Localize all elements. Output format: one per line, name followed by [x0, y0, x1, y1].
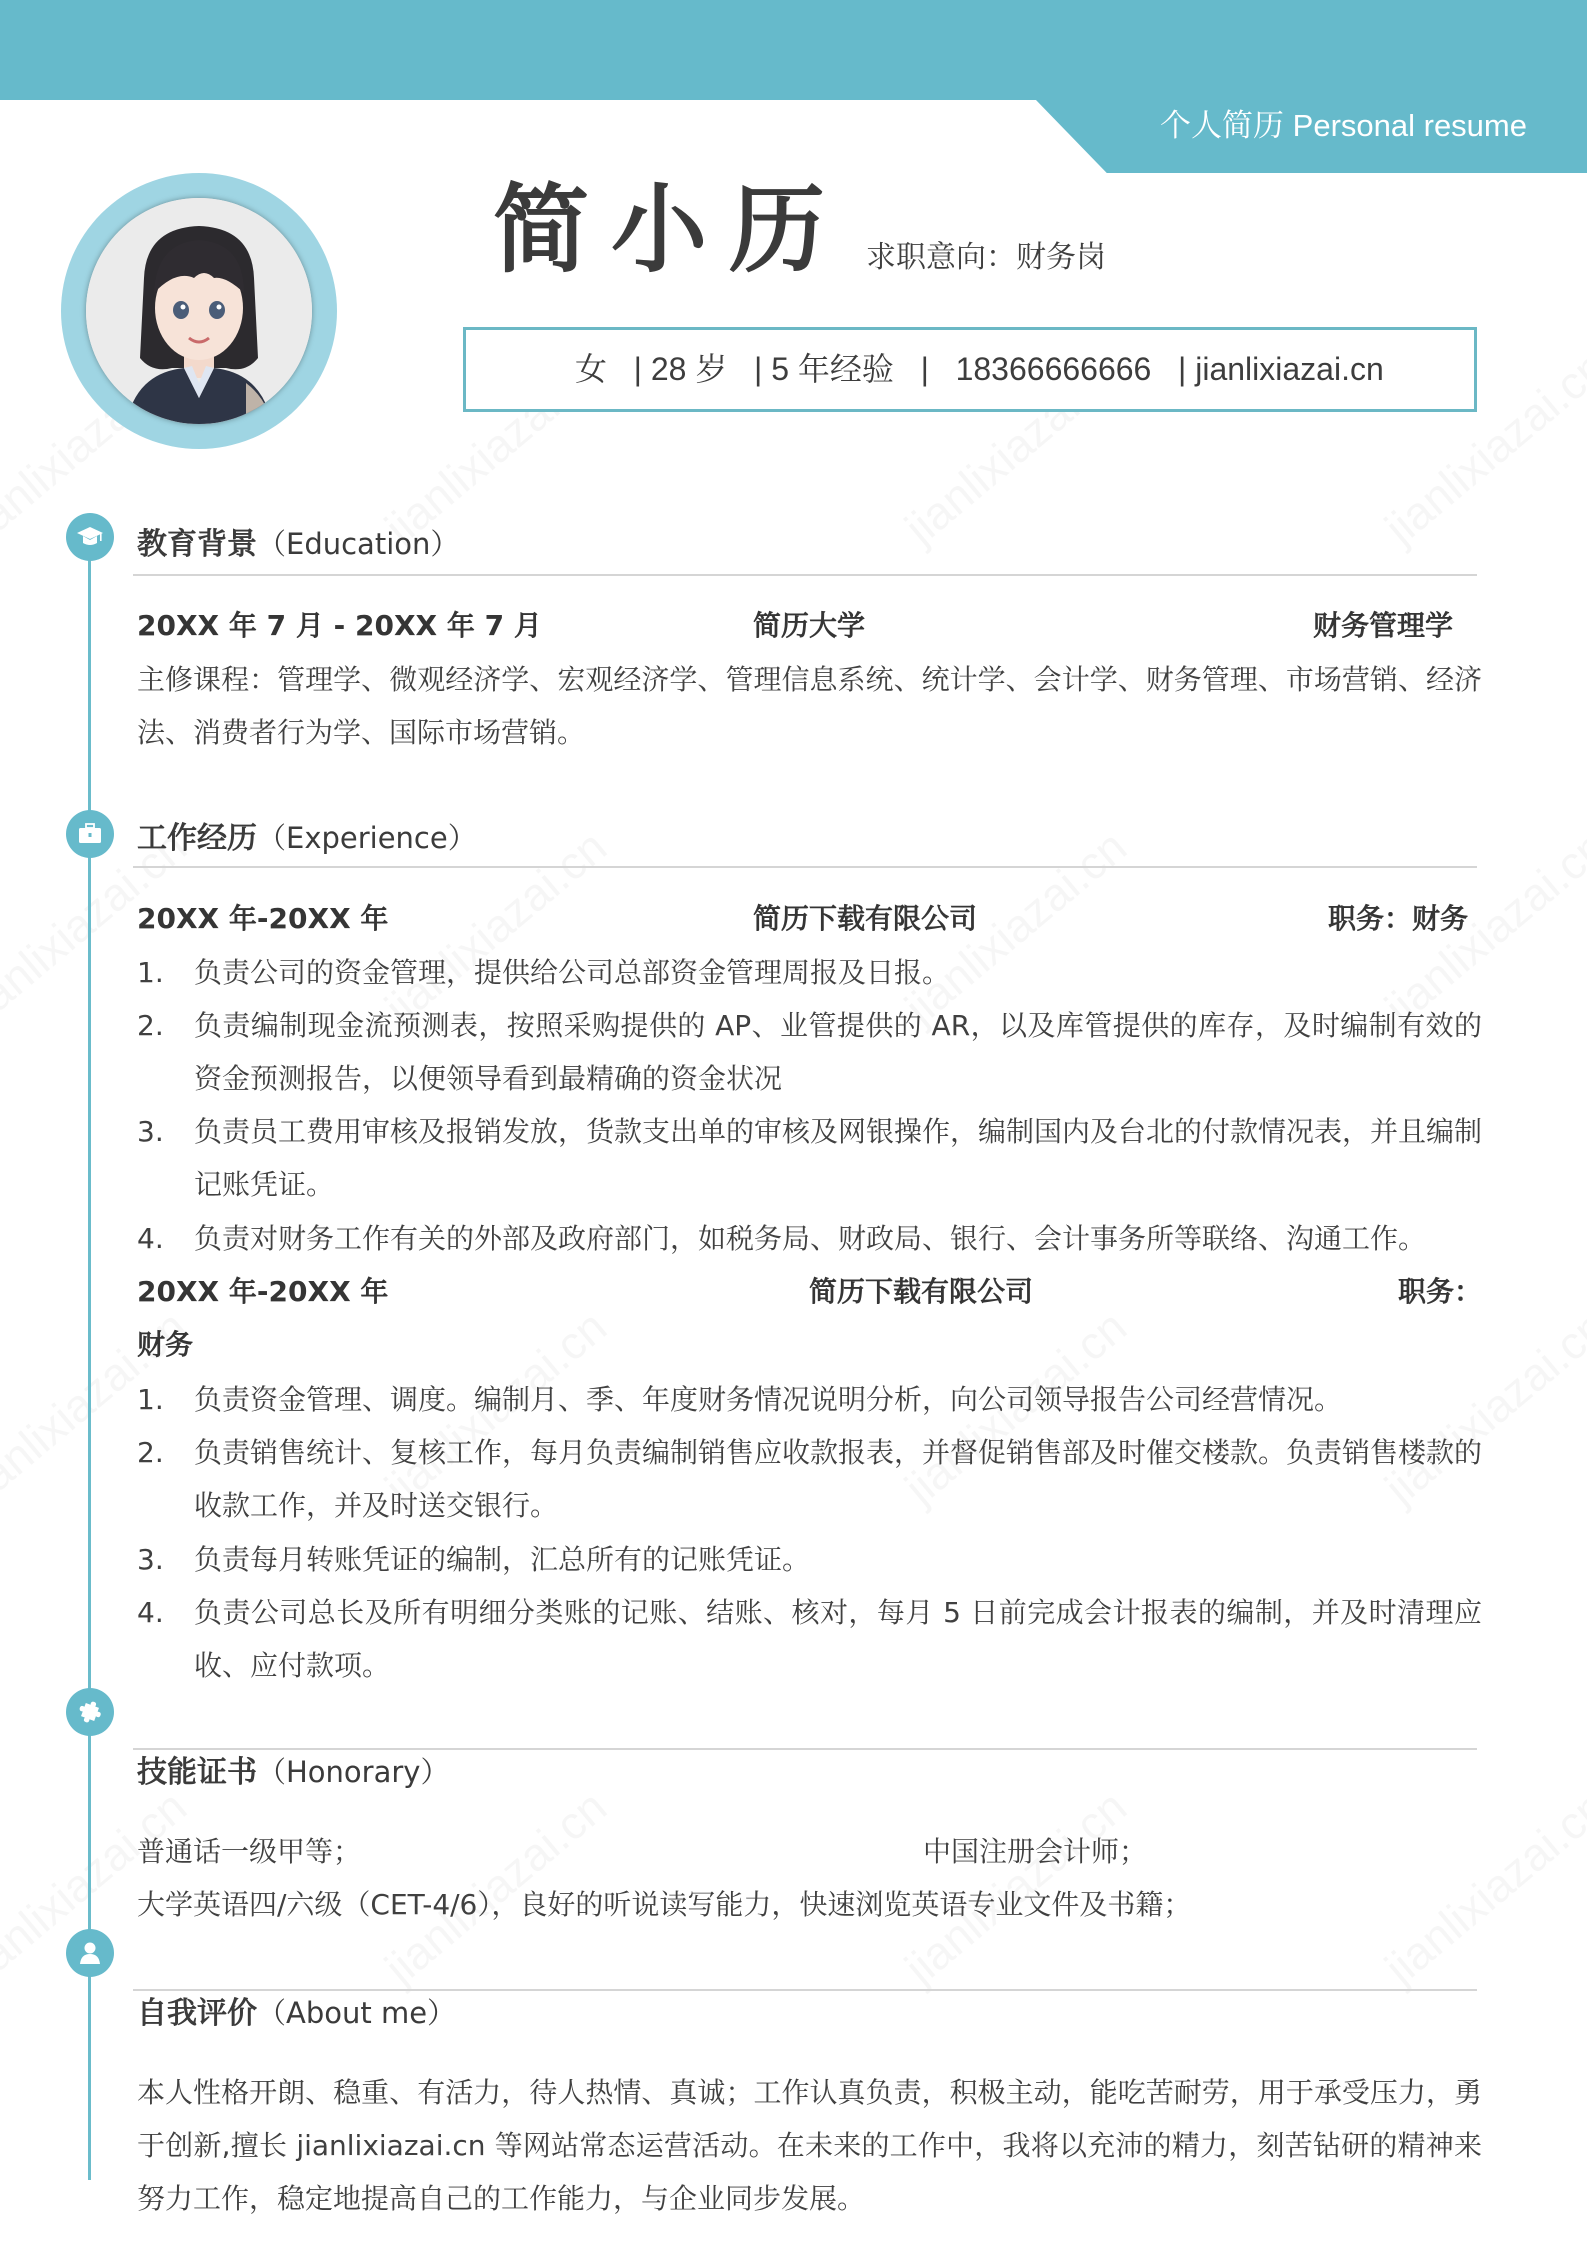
- duty-number: 4.: [137, 1596, 164, 1629]
- graduation-cap-icon: [75, 522, 105, 552]
- duty-item: [137, 999, 1482, 1105]
- duty-item: [137, 946, 1482, 999]
- duty-text: 负责公司的资金管理，提供给公司总部资金管理周报及日报。: [194, 956, 951, 989]
- section-title-cn: 工作经历: [137, 821, 257, 856]
- about-node: [66, 1929, 114, 1977]
- skills-node: [66, 1688, 114, 1736]
- duty-number: 3.: [137, 1543, 164, 1576]
- duty-number: 2.: [137, 1436, 164, 1469]
- skill-item: 中国注册会计师；: [923, 1835, 1148, 1868]
- duty-text: 负责员工费用审核及报销发放，货款支出单的审核及网银操作，编制国内及台北的付款情况表，并且编制记账凭证。: [194, 1115, 1483, 1201]
- duty-number: 3.: [137, 1115, 164, 1148]
- duty-text: 负责公司总长及所有明细分类账的记账、结账、核对，每月 5 日前完成会计报表的编制，并及时清理应收、应付款项。: [194, 1596, 1482, 1682]
- section-title-cn: 教育背景: [137, 527, 257, 562]
- portrait-photo-icon: [86, 198, 312, 424]
- skill-item: 大学英语四/六级（CET-4/6），良好的听说读写能力，快速浏览英语专业文件及书籍；: [137, 1888, 1192, 1921]
- job-position-cont: 财务: [137, 1328, 194, 1361]
- avatar: [86, 198, 312, 424]
- education-node: [66, 513, 114, 561]
- section-divider: [133, 1748, 1477, 1750]
- section-divider: [133, 1989, 1477, 1991]
- section-title-en: （About me）: [257, 1996, 457, 2030]
- user-icon: [75, 1938, 105, 1968]
- duty-text: 负责资金管理、调度。编制月、季、年度财务情况说明分析，向公司领导报告公司经营情况。: [194, 1383, 1343, 1416]
- duty-number: 2.: [137, 1009, 164, 1042]
- section-title-about: [137, 1993, 456, 2033]
- resume-banner-title: 个人简历 Personal resume: [1160, 108, 1527, 143]
- about-me-text: 本人性格开朗、稳重、有活力，待人热情、真诚；工作认真负责，积极主动，能吃苦耐劳，用于承受压力，勇于创新,擅长 jianlixiazai.cn 等网站常态运营活动。在未来的工作中，我将以充沛的精力，刻苦钻研的精神来努力工作，稳定地提高自己的工作能力，与企业同步发展。: [137, 2076, 1482, 2215]
- job-company: 简历下载有限公司: [809, 1275, 1034, 1308]
- puzzle-icon: [75, 1697, 105, 1727]
- job-period: 20XX 年-20XX 年: [137, 902, 389, 935]
- duty-text: 负责每月转账凭证的编制，汇总所有的记账凭证。: [194, 1543, 811, 1576]
- duty-item: [137, 1426, 1482, 1532]
- job-intent: 求职意向：财务岗: [866, 240, 1106, 275]
- section-divider: [133, 866, 1477, 868]
- duty-text: 负责对财务工作有关的外部及政府部门，如税务局、财政局、银行、会计事务所等联络、沟通工作。: [194, 1222, 1427, 1255]
- job-position: 职务：: [1398, 1275, 1483, 1308]
- duty-item: [137, 1586, 1482, 1692]
- candidate-name: 简小历: [493, 174, 847, 286]
- skill-item: 普通话一级甲等；: [137, 1835, 362, 1868]
- experience-node: [66, 810, 114, 858]
- contact-info-line: 女 | 28 岁 | 5 年经验 | 18366666666 | jianlixiazai.cn: [575, 351, 1384, 387]
- duty-item: [137, 1105, 1482, 1211]
- watermark: [1374, 1779, 1587, 1995]
- education-period: 20XX 年 7 月 - 20XX 年 7 月: [137, 609, 542, 642]
- section-divider: [133, 574, 1477, 576]
- section-title-cn: 自我评价: [137, 1996, 257, 2031]
- briefcase-icon: [75, 819, 105, 849]
- duty-text: 负责编制现金流预测表，按照采购提供的 AP、业管提供的 AR，以及库管提供的库存，及时编制有效的资金预测报告，以便领导看到最精确的资金状况: [194, 1009, 1482, 1095]
- section-title-en: （Honorary）: [257, 1755, 450, 1789]
- duty-item: [137, 1533, 1482, 1586]
- job-company: 简历下载有限公司: [753, 902, 978, 935]
- job-position: 职务：财务: [1328, 902, 1469, 935]
- education-school: 简历大学: [753, 609, 866, 642]
- header-band: [0, 0, 1587, 100]
- section-title-experience: [137, 818, 477, 858]
- section-title-en: （Education）: [257, 527, 460, 561]
- section-title-education: [137, 524, 459, 564]
- duty-item: [137, 1373, 1482, 1426]
- section-title-cn: 技能证书: [137, 1755, 257, 1790]
- section-title-skills: [137, 1752, 449, 1792]
- duty-number: 4.: [137, 1222, 164, 1255]
- education-major: 财务管理学: [1313, 609, 1454, 642]
- education-courses: 主修课程：管理学、微观经济学、宏观经济学、管理信息系统、统计学、会计学、财务管理、市场营销、经济法、消费者行为学、国际市场营销。: [137, 663, 1482, 749]
- duty-text: 负责销售统计、复核工作，每月负责编制销售应收款报表，并督促销售部及时催交楼款。负责销售楼款的收款工作，并及时送交银行。: [194, 1436, 1483, 1522]
- section-title-en: （Experience）: [257, 821, 477, 855]
- duty-number: 1.: [137, 956, 164, 989]
- duty-number: 1.: [137, 1383, 164, 1416]
- job-period: 20XX 年-20XX 年: [137, 1275, 389, 1308]
- duty-item: [137, 1212, 1482, 1265]
